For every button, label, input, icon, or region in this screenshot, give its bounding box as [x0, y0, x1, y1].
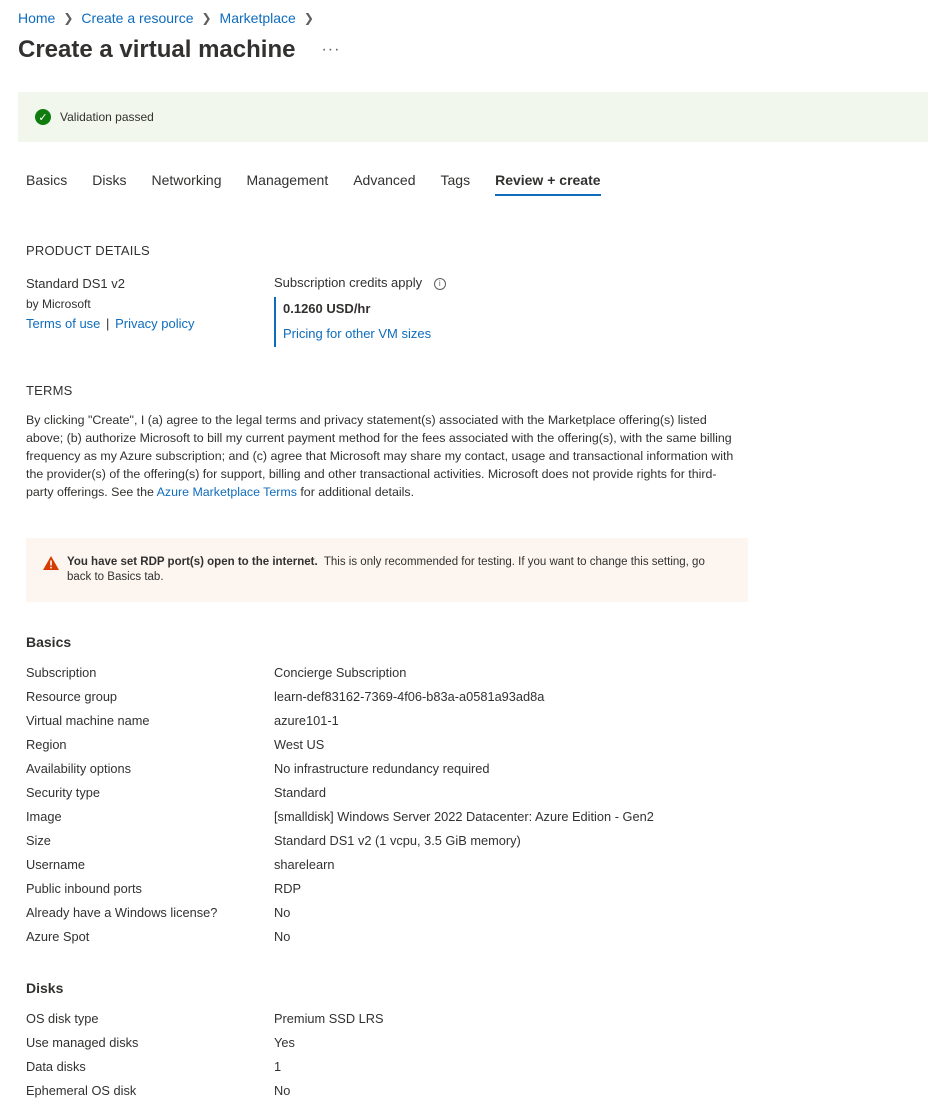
summary-row — [26, 804, 726, 828]
summary-key: Data disks — [26, 1058, 86, 1074]
terms-heading: TERMS — [26, 383, 73, 398]
terms-text — [26, 411, 736, 501]
product-info — [26, 274, 195, 334]
summary-value: No — [274, 1082, 291, 1098]
summary-row — [26, 876, 726, 900]
summary-value: 1 — [274, 1058, 282, 1074]
marketplace-terms-link[interactable]: Azure Marketplace Terms — [156, 485, 297, 499]
rdp-warning-banner — [26, 538, 748, 602]
summary-value: Yes — [274, 1034, 295, 1050]
tab-networking[interactable]: Networking — [151, 172, 222, 188]
summary-value: [smalldisk] Windows Server 2022 Datacenter: Azure Edition - Gen2 — [274, 808, 654, 824]
terms-body-end: for additional details. — [300, 485, 415, 499]
summary-row — [26, 1078, 726, 1102]
product-details-heading: PRODUCT DETAILS — [26, 243, 150, 258]
chevron-right-icon: ❯ — [303, 11, 314, 25]
summary-key: Public inbound ports — [26, 880, 142, 896]
summary-row — [26, 852, 726, 876]
summary-value: Premium SSD LRS — [274, 1010, 384, 1026]
summary-row — [26, 1054, 726, 1078]
summary-key: Username — [26, 856, 86, 872]
chevron-right-icon: ❯ — [63, 11, 74, 25]
price-box — [274, 297, 446, 347]
summary-row — [26, 708, 726, 732]
summary-row — [26, 1030, 726, 1054]
summary-row — [26, 828, 726, 852]
summary-key: Availability options — [26, 760, 132, 776]
summary-row — [26, 684, 726, 708]
validation-text: Validation passed — [60, 110, 154, 124]
warning-detail: This is only recommended for testing. If you want to change this setting, go back to Basics tab. — [67, 556, 705, 583]
summary-key: Region — [26, 736, 67, 752]
tab-basics[interactable]: Basics — [26, 172, 68, 188]
breadcrumb-create-resource[interactable]: Create a resource — [81, 10, 194, 26]
tab-advanced[interactable]: Advanced — [353, 172, 416, 188]
tab-review-create[interactable]: Review + create — [495, 172, 600, 196]
summary-key: OS disk type — [26, 1010, 99, 1026]
disks-section-title: Disks — [26, 980, 64, 996]
summary-value: sharelearn — [274, 856, 335, 872]
summary-value: No — [274, 904, 291, 920]
basics-section-title: Basics — [26, 634, 72, 650]
summary-key: Subscription — [26, 664, 97, 680]
summary-key: Virtual machine name — [26, 712, 150, 728]
tab-disks[interactable]: Disks — [92, 172, 127, 188]
summary-key: Resource group — [26, 688, 118, 704]
breadcrumb-marketplace[interactable]: Marketplace — [219, 10, 296, 26]
basics-summary — [26, 660, 726, 948]
product-name: Standard DS1 v2 — [26, 276, 126, 291]
summary-value: learn-def83162-7369-4f06-b83a-a0581a93ad8a — [274, 688, 545, 704]
summary-key: Use managed disks — [26, 1034, 139, 1050]
summary-row — [26, 780, 726, 804]
summary-value: Concierge Subscription — [274, 664, 407, 680]
summary-row — [26, 1006, 726, 1030]
info-icon[interactable]: i — [434, 278, 446, 290]
summary-key: Azure Spot — [26, 928, 90, 944]
tab-management[interactable]: Management — [246, 172, 329, 188]
summary-key: Security type — [26, 784, 100, 800]
disks-summary — [26, 1006, 726, 1102]
wizard-tabs — [26, 172, 626, 196]
more-options-button[interactable]: ··· — [321, 41, 341, 58]
terms-of-use-link[interactable]: Terms of use — [26, 316, 101, 331]
summary-key: Ephemeral OS disk — [26, 1082, 137, 1098]
pricing-other-sizes-link[interactable]: Pricing for other VM sizes — [283, 326, 432, 341]
warning-title: You have set RDP port(s) open to the internet. — [67, 556, 318, 568]
summary-row — [26, 660, 726, 684]
credits-label: Subscription credits apply — [274, 275, 423, 290]
summary-row — [26, 900, 726, 924]
pricing-info — [274, 275, 446, 347]
link-separator: | — [106, 316, 110, 331]
summary-key: Image — [26, 808, 62, 824]
summary-value: Standard — [274, 784, 326, 800]
price-value: 0.1260 USD/hr — [283, 301, 371, 316]
product-publisher: by Microsoft — [26, 297, 91, 311]
validation-banner — [18, 92, 928, 142]
tab-tags[interactable]: Tags — [440, 172, 471, 188]
summary-value: No infrastructure redundancy required — [274, 760, 490, 776]
summary-row — [26, 756, 726, 780]
title-row — [18, 36, 340, 64]
summary-key: Already have a Windows license? — [26, 904, 218, 920]
summary-row — [26, 732, 726, 756]
breadcrumb — [18, 10, 322, 26]
terms-body: By clicking "Create", I (a) agree to the legal terms and privacy statement(s) associated with the Marketplace offering(s) listed above; (b) authorize Microsoft to bill my current payment method for the fees associated with the offering(s), with the same billing frequency as my Azure subscription; and (c) agree that Microsoft may share my contact, usage and transactional information with the provider(s) of the offering(s) for support, billing and other transactional activities. Microsoft does not provide rights for third-party offerings. See the — [26, 413, 734, 499]
breadcrumb-home[interactable]: Home — [18, 10, 56, 26]
chevron-right-icon: ❯ — [201, 11, 212, 25]
summary-value: Standard DS1 v2 (1 vcpu, 3.5 GiB memory) — [274, 832, 521, 848]
summary-row — [26, 924, 726, 948]
success-check-icon: ✓ — [35, 109, 51, 125]
summary-value: No — [274, 928, 291, 944]
summary-value: azure101-1 — [274, 712, 339, 728]
summary-value: RDP — [274, 880, 302, 896]
summary-value: West US — [274, 736, 325, 752]
privacy-policy-link[interactable]: Privacy policy — [115, 316, 195, 331]
page-title: Create a virtual machine — [18, 36, 296, 63]
warning-icon — [43, 556, 59, 570]
summary-key: Size — [26, 832, 51, 848]
